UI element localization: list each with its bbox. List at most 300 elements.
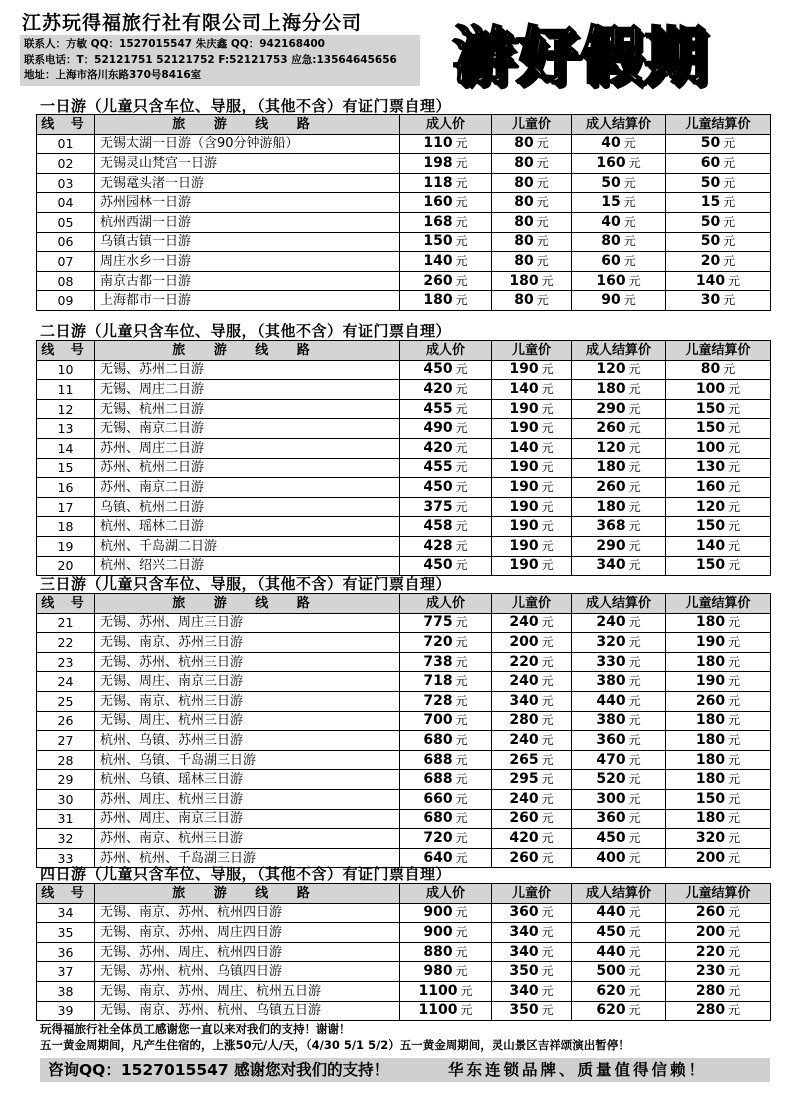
price-child-settle [666,556,771,576]
price-unit: 元 [541,421,554,436]
column-header-child: 儿童价 [492,115,572,135]
price-value: 180 [596,380,626,397]
price-value: 80 [514,213,534,230]
price-value: 660 [423,790,453,807]
price-child [492,271,572,291]
table-row [37,923,771,943]
price-value: 330 [596,653,626,670]
price-unit: 元 [455,905,468,920]
price-unit: 元 [623,175,636,190]
price-value: 168 [423,213,453,230]
table-row [37,193,771,213]
price-value: 1100 [418,982,458,999]
price-adult [400,633,492,653]
price-adult-settle [572,556,666,576]
table-row [37,134,771,154]
table-row [37,154,771,174]
price-table-three-day [36,593,771,868]
price-unit: 元 [728,421,741,436]
column-header-child-settle: 儿童结算价 [666,594,771,614]
price-value: 40 [601,135,621,152]
column-header-adult-settle: 成人结算价 [572,884,666,904]
price-value: 360 [596,810,626,827]
price-unit: 元 [541,830,554,845]
price-child [492,829,572,849]
price-unit: 元 [628,381,641,396]
table-row [37,789,771,809]
price-child-settle [666,789,771,809]
price-adult-settle [572,458,666,478]
price-child-settle [666,458,771,478]
price-value: 450 [423,361,453,378]
price-value: 190 [695,673,726,690]
column-header-child: 儿童价 [492,341,572,361]
line-number: 16 [37,478,95,498]
price-unit: 元 [455,253,468,268]
column-header-route: 旅 游 线 路 [95,884,400,904]
price-child-settle [666,672,771,692]
price-adult [400,458,492,478]
price-adult [400,399,492,419]
table-row [37,252,771,272]
price-unit: 元 [541,791,554,806]
price-value: 260 [695,692,726,709]
price-adult [400,942,492,962]
column-header-child-settle: 儿童结算价 [666,884,771,904]
price-unit: 元 [728,924,741,939]
price-child-settle [666,1001,771,1021]
column-header-child: 儿童价 [492,884,572,904]
price-value: 260 [509,849,539,866]
price-unit: 元 [728,273,741,288]
price-unit: 元 [536,293,549,308]
price-child-settle [666,750,771,770]
price-adult [400,478,492,498]
price-unit: 元 [455,136,468,151]
price-unit: 元 [455,924,468,939]
table-row [37,497,771,517]
column-header-route: 旅 游 线 路 [95,594,400,614]
price-value: 718 [423,673,453,690]
price-unit: 元 [728,944,741,959]
line-number: 02 [37,154,95,174]
price-adult-settle [572,652,666,672]
price-unit: 元 [541,362,554,377]
line-number: 03 [37,173,95,193]
price-value: 140 [423,252,453,269]
price-adult-settle [572,399,666,419]
price-unit: 元 [455,440,468,455]
price-value: 470 [596,751,626,768]
route-name: 无锡、南京、苏州三日游 [95,633,400,653]
price-unit: 元 [728,654,741,669]
price-child-settle [666,652,771,672]
price-value: 200 [695,849,726,866]
price-value: 130 [695,459,726,476]
price-unit: 元 [455,811,468,826]
column-header-route: 旅 游 线 路 [95,341,400,361]
price-value: 190 [509,459,539,476]
price-child-settle [666,923,771,943]
price-adult-settle [572,212,666,232]
price-child-settle [666,633,771,653]
price-value: 150 [695,557,726,574]
price-adult-settle [572,903,666,923]
price-unit: 元 [728,519,741,534]
route-name: 苏州、南京、杭州三日游 [95,829,400,849]
route-name: 无锡太湖一日游（含90分钟游船） [95,134,400,154]
price-adult [400,232,492,252]
price-child [492,923,572,943]
price-adult-settle [572,942,666,962]
price-value: 190 [695,633,726,650]
price-adult [400,193,492,213]
price-value: 50 [700,213,721,230]
price-unit: 元 [455,273,468,288]
price-unit: 元 [541,479,554,494]
line-number: 21 [37,613,95,633]
price-adult-settle [572,848,666,868]
price-unit: 元 [455,615,468,630]
price-child [492,154,572,174]
footer-bar [40,1058,770,1082]
route-name: 无锡、杭州二日游 [95,399,400,419]
price-value: 368 [596,518,626,535]
line-number: 01 [37,134,95,154]
route-name: 杭州、乌镇、苏州三日游 [95,731,400,751]
price-unit: 元 [723,175,736,190]
price-adult-settle [572,478,666,498]
price-value: 440 [596,692,626,709]
price-unit: 元 [628,615,641,630]
price-value: 900 [423,923,453,940]
price-value: 420 [423,439,453,456]
price-child-settle [666,380,771,400]
line-number: 04 [37,193,95,213]
footer-contact: 咨询QQ：1527015547 感谢您对我们的支持！ [48,1061,390,1079]
price-adult-settle [572,731,666,751]
price-value: 520 [596,771,626,788]
column-header-adult: 成人价 [400,594,492,614]
price-unit: 元 [623,136,636,151]
section-title-four-day: 四日游（儿童只含车位、导服，（其他不含）有证门票自理） [40,865,452,883]
price-value: 380 [596,712,626,729]
table-row [37,711,771,731]
price-child-settle [666,711,771,731]
line-number: 08 [37,271,95,291]
line-number: 15 [37,458,95,478]
price-adult-settle [572,291,666,311]
price-unit: 元 [728,732,741,747]
price-value: 260 [423,272,453,289]
price-value: 440 [596,943,626,960]
price-adult-settle [572,173,666,193]
table-row [37,829,771,849]
price-unit: 元 [541,654,554,669]
price-value: 80 [514,174,534,191]
price-unit: 元 [728,479,741,494]
price-value: 320 [596,633,626,650]
section-title-two-day: 二日游（儿童只含车位、导服，（其他不含）有证门票自理） [40,322,452,340]
table-row [37,613,771,633]
price-adult-settle [572,193,666,213]
price-value: 180 [695,653,726,670]
price-child-settle [666,829,771,849]
price-value: 90 [601,292,621,309]
price-child [492,691,572,711]
price-value: 190 [509,518,539,535]
price-child-settle [666,942,771,962]
price-value: 775 [423,614,453,631]
price-unit: 元 [455,654,468,669]
line-number: 18 [37,517,95,537]
price-value: 375 [423,498,453,515]
line-number: 09 [37,291,95,311]
company-name: 江苏玩得福旅行社有限公司上海分公司 [22,12,363,34]
price-unit: 元 [541,772,554,787]
price-adult-settle [572,497,666,517]
price-child-settle [666,770,771,790]
price-unit: 元 [455,234,468,249]
price-adult [400,981,492,1001]
route-name: 苏州、杭州、千岛湖三日游 [95,848,400,868]
price-child-settle [666,438,771,458]
route-name: 无锡、周庄、杭州三日游 [95,711,400,731]
price-value: 340 [509,982,539,999]
price-child [492,497,572,517]
table-row [37,419,771,439]
price-value: 420 [423,380,453,397]
price-unit: 元 [723,293,736,308]
table-row [37,536,771,556]
price-unit: 元 [628,155,641,170]
price-unit: 元 [536,214,549,229]
table-row [37,962,771,982]
price-unit: 元 [728,752,741,767]
table-row [37,438,771,458]
table-row [37,478,771,498]
price-unit: 元 [536,195,549,210]
table-row [37,691,771,711]
table-row [37,212,771,232]
price-value: 200 [695,923,726,940]
price-adult-settle [572,232,666,252]
price-unit: 元 [723,214,736,229]
price-adult [400,829,492,849]
price-value: 295 [509,771,539,788]
section-title-one-day: 一日游（儿童只含车位、导服，（其他不含）有证门票自理） [40,97,452,115]
price-adult [400,134,492,154]
line-number: 25 [37,691,95,711]
price-value: 420 [509,829,539,846]
price-unit: 元 [455,752,468,767]
route-name: 苏州、南京二日游 [95,478,400,498]
line-number: 34 [37,903,95,923]
price-value: 880 [423,943,453,960]
price-unit: 元 [728,558,741,573]
price-adult [400,438,492,458]
route-name: 无锡、南京、苏州、周庄四日游 [95,923,400,943]
price-value: 50 [700,233,721,250]
price-value: 180 [596,498,626,515]
price-unit: 元 [541,634,554,649]
price-unit: 元 [455,381,468,396]
route-name: 周庄水乡一日游 [95,252,400,272]
price-unit: 元 [455,155,468,170]
price-unit: 元 [728,964,741,979]
line-number: 22 [37,633,95,653]
route-name: 苏州、杭州二日游 [95,458,400,478]
price-adult-settle [572,438,666,458]
price-unit: 元 [541,811,554,826]
price-child [492,770,572,790]
price-value: 450 [596,923,626,940]
price-adult [400,613,492,633]
price-value: 120 [596,439,626,456]
route-name: 杭州、瑶林二日游 [95,517,400,537]
price-value: 240 [509,790,539,807]
price-value: 60 [700,154,721,171]
price-value: 190 [509,498,539,515]
price-unit: 元 [728,811,741,826]
price-adult-settle [572,672,666,692]
price-adult-settle [572,711,666,731]
price-unit: 元 [623,234,636,249]
price-value: 190 [509,420,539,437]
column-header-child-settle: 儿童结算价 [666,341,771,361]
price-value: 50 [700,135,721,152]
route-name: 杭州西湖一日游 [95,212,400,232]
price-child [492,252,572,272]
column-header-route: 旅 游 线 路 [95,115,400,135]
price-unit: 元 [536,253,549,268]
price-unit: 元 [628,944,641,959]
price-unit: 元 [628,1003,641,1018]
price-value: 180 [695,810,726,827]
price-adult-settle [572,154,666,174]
price-child-settle [666,154,771,174]
price-child-settle [666,497,771,517]
price-value: 180 [695,731,726,748]
price-unit: 元 [455,674,468,689]
price-child-settle [666,536,771,556]
price-child [492,942,572,962]
price-child [492,903,572,923]
price-adult-settle [572,134,666,154]
price-child-settle [666,419,771,439]
price-value: 30 [700,292,721,309]
line-number: 30 [37,789,95,809]
route-name: 无锡、苏州、杭州、乌镇四日游 [95,962,400,982]
price-child-settle [666,731,771,751]
price-unit: 元 [455,732,468,747]
price-value: 380 [596,673,626,690]
price-unit: 元 [541,615,554,630]
price-value: 688 [423,771,453,788]
table-header-row [37,884,771,904]
price-value: 40 [601,213,621,230]
price-value: 350 [509,1002,539,1019]
price-value: 640 [423,849,453,866]
price-adult-settle [572,923,666,943]
column-header-adult-settle: 成人结算价 [572,115,666,135]
price-unit: 元 [541,944,554,959]
price-value: 50 [601,174,621,191]
price-adult [400,789,492,809]
price-adult [400,652,492,672]
price-unit: 元 [728,538,741,553]
price-value: 490 [423,420,453,437]
price-unit: 元 [723,362,736,377]
route-name: 乌镇、杭州二日游 [95,497,400,517]
price-unit: 元 [455,693,468,708]
table-header-row [37,341,771,361]
price-unit: 元 [541,499,554,514]
line-number: 14 [37,438,95,458]
price-unit: 元 [455,964,468,979]
price-unit: 元 [723,195,736,210]
price-unit: 元 [628,905,641,920]
route-name: 无锡、南京、苏州、杭州四日游 [95,903,400,923]
price-unit: 元 [541,674,554,689]
price-value: 738 [423,653,453,670]
price-child-settle [666,173,771,193]
route-name: 苏州、周庄、杭州三日游 [95,789,400,809]
column-header-adult-settle: 成人结算价 [572,594,666,614]
price-adult [400,770,492,790]
price-value: 118 [423,174,453,191]
price-value: 450 [596,829,626,846]
price-value: 680 [423,731,453,748]
section-title-three-day: 三日游（儿童只含车位、导服，（其他不含）有证门票自理） [40,575,452,593]
price-value: 458 [423,518,453,535]
price-child [492,212,572,232]
price-unit: 元 [541,460,554,475]
table-row [37,1001,771,1021]
price-child [492,536,572,556]
price-unit: 元 [628,964,641,979]
price-child-settle [666,903,771,923]
price-child [492,672,572,692]
price-unit: 元 [628,499,641,514]
column-header-no: 线 号 [37,115,95,135]
route-name: 无锡、苏州二日游 [95,360,400,380]
price-child [492,419,572,439]
price-unit: 元 [455,499,468,514]
route-name: 杭州、千岛湖二日游 [95,536,400,556]
line-number: 32 [37,829,95,849]
price-unit: 元 [728,499,741,514]
price-unit: 元 [541,713,554,728]
price-child-settle [666,271,771,291]
price-value: 60 [601,252,621,269]
column-header-adult: 成人价 [400,115,492,135]
line-number: 20 [37,556,95,576]
price-value: 220 [509,653,539,670]
route-name: 无锡、苏州、周庄、杭州四日游 [95,942,400,962]
price-adult-settle [572,271,666,291]
price-value: 80 [514,252,534,269]
price-child-settle [666,212,771,232]
price-value: 240 [509,673,539,690]
column-header-child: 儿童价 [492,594,572,614]
price-unit: 元 [541,1003,554,1018]
price-unit: 元 [628,772,641,787]
line-number: 13 [37,419,95,439]
column-header-adult: 成人价 [400,884,492,904]
price-value: 720 [423,633,453,650]
column-header-no: 线 号 [37,884,95,904]
